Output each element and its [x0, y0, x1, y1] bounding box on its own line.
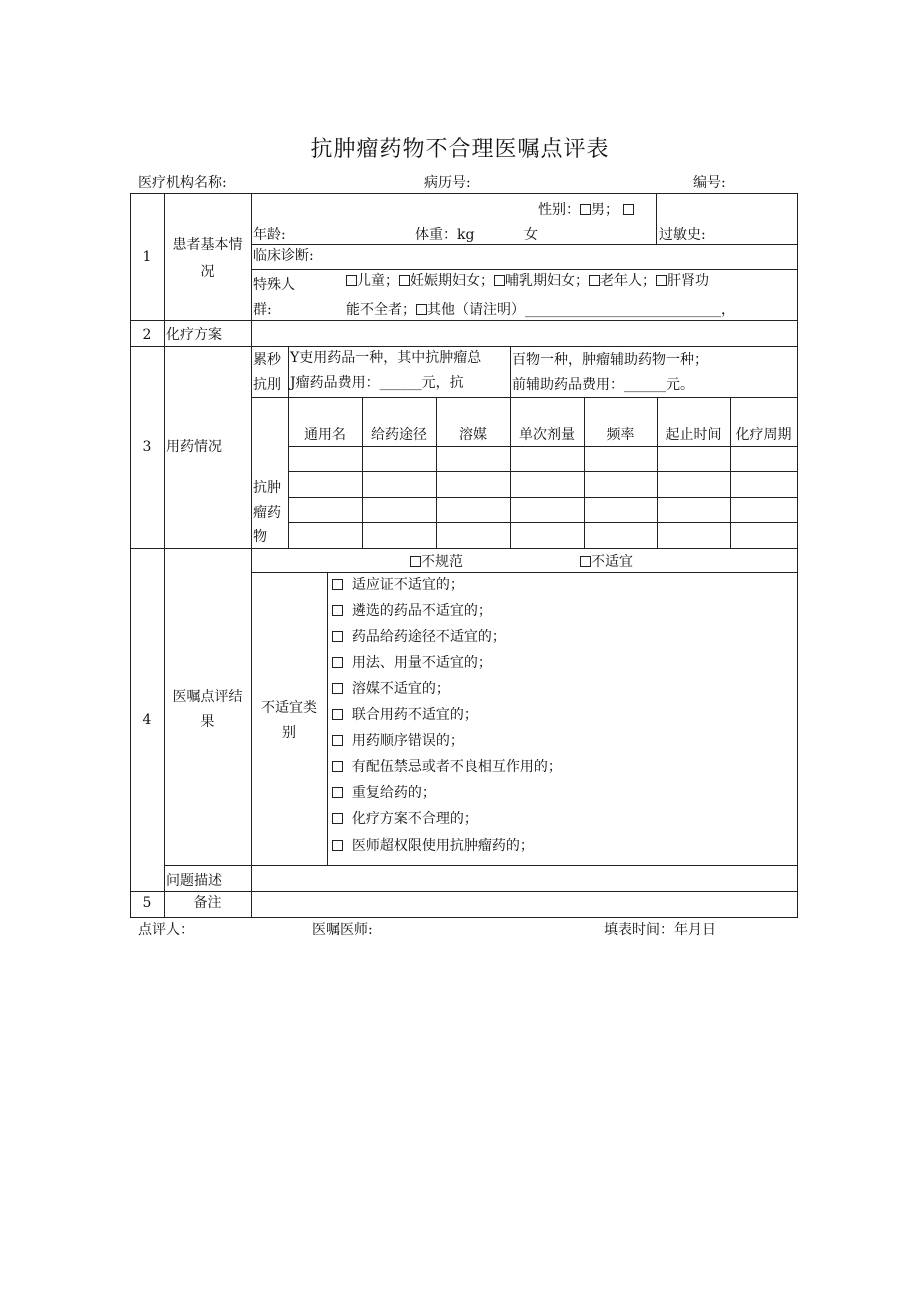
- child-checkbox[interactable]: [346, 275, 357, 286]
- category-label: 不适宜类: [261, 700, 317, 716]
- gender-label: 性别：: [538, 202, 580, 218]
- inappropriate-option: [580, 554, 633, 570]
- fill-date-label: 填表时间：年月日: [604, 922, 716, 938]
- drug-cost-right: 前辅助药品费用：______元。: [512, 377, 694, 393]
- weight-field: 体重：kg: [415, 227, 475, 243]
- reason-checkbox[interactable]: [332, 813, 343, 824]
- reason-checkbox[interactable]: [332, 761, 343, 772]
- antitumor-drug-label-3: 物: [253, 529, 267, 545]
- special-group-label: 特殊人: [253, 277, 295, 293]
- review-result-label-2: 果: [200, 714, 215, 730]
- reason-item: [332, 655, 492, 671]
- category-label-2: 别: [282, 725, 296, 741]
- drug-summary-right: 百物一种，肿瘤辅助药物一种；: [512, 352, 708, 368]
- option-elderly: 老年人；: [600, 273, 656, 289]
- lactating-checkbox[interactable]: [494, 275, 505, 286]
- institution-label: 医疗机构名称:: [138, 175, 227, 191]
- option-pregnant: 妊娠期妇女；: [410, 273, 494, 289]
- other-blank: ____________________________: [525, 302, 721, 318]
- col-frequency: 频率: [606, 427, 635, 443]
- male-label: 男；: [591, 202, 619, 218]
- reason-checkbox[interactable]: [332, 709, 343, 720]
- col-period: 起止时间: [665, 427, 722, 443]
- reason-text: 医师超权限使用抗肿瘤药的；: [351, 838, 534, 854]
- antitumor-drug-label: 抗肿: [253, 480, 281, 496]
- page-title: 抗肿瘤药物不合理医嘱点评表: [310, 137, 610, 162]
- section5-number: 5: [142, 895, 152, 911]
- section2-number: 2: [142, 327, 152, 343]
- record-number-label: 病历号:: [424, 175, 471, 191]
- col-generic-name: 通用名: [304, 427, 346, 443]
- col-dose: 单次剂量: [519, 427, 575, 443]
- reason-checkbox[interactable]: [332, 840, 343, 851]
- special-group-options-2: [346, 302, 735, 318]
- option-renal-cont: 能不全者；: [346, 302, 416, 318]
- medication-label: 用药情况: [166, 439, 222, 455]
- diagnosis-field: 临床诊断:: [253, 248, 314, 264]
- option-lactating: 哺乳期妇女；: [505, 273, 589, 289]
- age-field: 年龄:: [253, 227, 286, 243]
- problem-description-label: 问题描述: [166, 873, 222, 889]
- section1-number: 1: [142, 249, 152, 265]
- chemo-regimen-label: 化疗方案: [166, 327, 222, 343]
- inappropriate-checkbox[interactable]: [580, 556, 591, 567]
- reason-item: [332, 759, 562, 775]
- drug-cost-left: J瘤药品费用：______元，抗: [290, 375, 464, 391]
- drug-summary-left: Y吏用药品一种，其中抗肿瘤总: [290, 350, 482, 366]
- section3-number: 3: [142, 439, 152, 455]
- reason-checkbox[interactable]: [332, 735, 343, 746]
- reason-item: [332, 629, 506, 645]
- reason-item: [332, 577, 464, 593]
- special-group-options: [346, 273, 709, 289]
- special-group-label-2: 群:: [253, 302, 272, 318]
- section1-name-2: 况: [200, 264, 215, 280]
- reason-text: 联合用药不适宜的；: [351, 707, 478, 723]
- inappropriate-label: 不适宜: [591, 554, 633, 570]
- reason-text: 用法、用量不适宜的；: [351, 655, 492, 671]
- col-route: 给药途径: [371, 427, 427, 443]
- reason-text: 药品给药途径不适宜的；: [351, 629, 506, 645]
- reason-item: [332, 733, 464, 749]
- option-renal: 肝肾功: [667, 273, 709, 289]
- nonstandard-label: 不规范: [421, 554, 463, 570]
- female-checkbox[interactable]: [623, 204, 634, 215]
- reason-text: 有配伍禁忌或者不良相互作用的；: [351, 759, 562, 775]
- reason-checkbox[interactable]: [332, 683, 343, 694]
- reason-text: 用药顺序错误的；: [351, 733, 464, 749]
- female-label: 女: [524, 227, 538, 243]
- pregnant-checkbox[interactable]: [399, 275, 410, 286]
- form-number-label: 编号:: [693, 175, 726, 191]
- reason-item: [332, 603, 492, 619]
- antitumor-drug-label-2: 瘤药: [253, 505, 281, 521]
- reason-item: [332, 785, 436, 801]
- option-child: 儿童；: [357, 273, 399, 289]
- col-cycle: 化疗周期: [735, 427, 792, 443]
- section1-name: 患者基本情: [172, 237, 243, 253]
- reason-item: [332, 838, 534, 854]
- other-end: ，: [721, 302, 735, 318]
- reason-text: 化疗方案不合理的；: [351, 811, 478, 827]
- reason-text: 遴选的药品不适宜的；: [351, 603, 492, 619]
- reason-checkbox[interactable]: [332, 657, 343, 668]
- reason-checkbox[interactable]: [332, 631, 343, 642]
- col-solvent: 溶媒: [459, 427, 487, 443]
- review-result-label: 医嘱点评结: [172, 689, 243, 705]
- nonstandard-checkbox[interactable]: [410, 556, 421, 567]
- renal-checkbox[interactable]: [656, 275, 667, 286]
- allergy-field: 过敏史:: [659, 227, 706, 243]
- cumulative-label: 累秒: [253, 352, 281, 368]
- reason-text: 重复给药的；: [351, 785, 436, 801]
- reason-text: 适应证不适宜的；: [351, 577, 464, 593]
- option-other: 其他（请注明）: [427, 302, 525, 318]
- reason-item: [332, 811, 478, 827]
- other-checkbox[interactable]: [416, 304, 427, 315]
- reviewer-label: 点评人：: [138, 922, 194, 938]
- reason-text: 溶媒不适宜的；: [351, 681, 450, 697]
- reason-item: [332, 681, 450, 697]
- reason-checkbox[interactable]: [332, 787, 343, 798]
- section4-number: 4: [142, 712, 152, 728]
- doctor-label: 医嘱医师:: [312, 922, 373, 938]
- reason-checkbox[interactable]: [332, 605, 343, 616]
- cumulative-label-2: 抗刖: [253, 377, 281, 393]
- reason-item: [332, 707, 478, 723]
- nonstandard-option: [410, 554, 463, 570]
- male-checkbox[interactable]: [580, 204, 591, 215]
- elderly-checkbox[interactable]: [589, 275, 600, 286]
- reason-checkbox[interactable]: [332, 579, 343, 590]
- remarks-label: 备注: [193, 895, 222, 911]
- gender-field: [538, 202, 634, 218]
